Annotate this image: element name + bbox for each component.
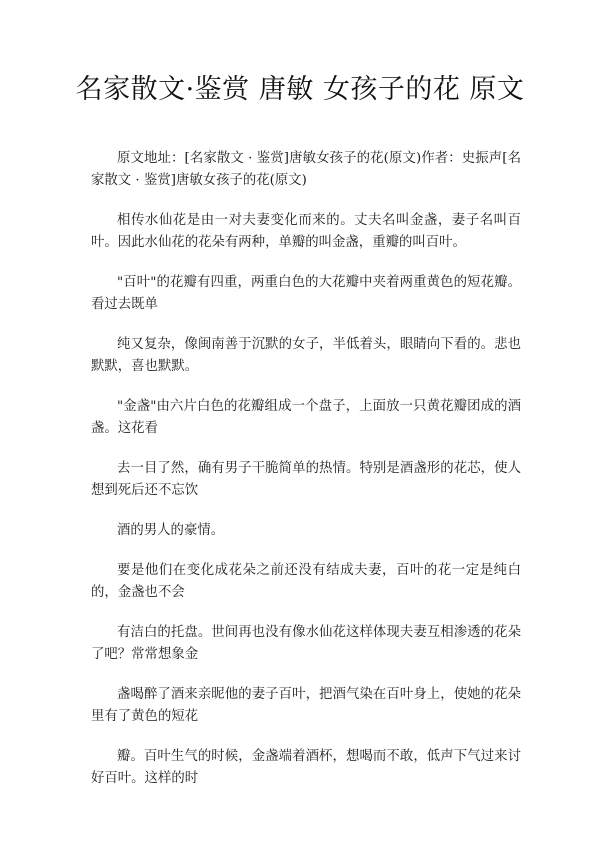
paragraph: 要是他们在变化成花朵之前还没有结成夫妻，百叶的花一定是纯白的，金盏也不会: [91, 563, 521, 600]
paragraph: 相传水仙花是由一对夫妻变化而来的。丈夫名叫金盏，妻子名叫百叶。因此水仙花的花朵有两种，单瓣的叫金盏，重瓣的叫百叶。: [91, 213, 521, 250]
article-body: [91, 148, 521, 808]
page-title: 名家散文·鉴赏 唐敏 女孩子的花 原文: [75, 74, 525, 105]
paragraph: 有洁白的托盘。世间再也没有像水仙花这样体现夫妻互相渗透的花朵了吧？常常想象金: [91, 625, 521, 662]
paragraph: "金盏"由六片白色的花瓣组成一个盘子，上面放一只黄花瓣团成的酒盏。这花看: [91, 399, 521, 436]
paragraph: 瓣。百叶生气的时候，金盏端着酒杯，想喝而不敢，低声下气过来讨好百叶。这样的时: [91, 749, 521, 786]
source-line: 原文地址：[名家散文 · 鉴赏]唐敏女孩子的花(原文)作者：史振声[名家散文 · 鉴赏]唐敏女孩子的花(原文): [91, 151, 521, 188]
paragraph: 纯又复杂，像闽南善于沉默的女子，半低着头，眼睛向下看的。悲也默默，喜也默默。: [91, 337, 521, 374]
paragraph: 去一目了然，确有男子干脆简单的热情。特别是酒盏形的花芯，使人想到死后还不忘饮: [91, 461, 521, 498]
paragraph: 盏喝醉了酒来亲昵他的妻子百叶，把酒气染在百叶身上，使她的花朵里有了黄色的短花: [91, 687, 521, 724]
paragraph: "百叶"的花瓣有四重，两重白色的大花瓣中夹着两重黄色的短花瓣。看过去既单: [91, 275, 521, 312]
paragraph: 酒的男人的豪情。: [117, 523, 225, 538]
